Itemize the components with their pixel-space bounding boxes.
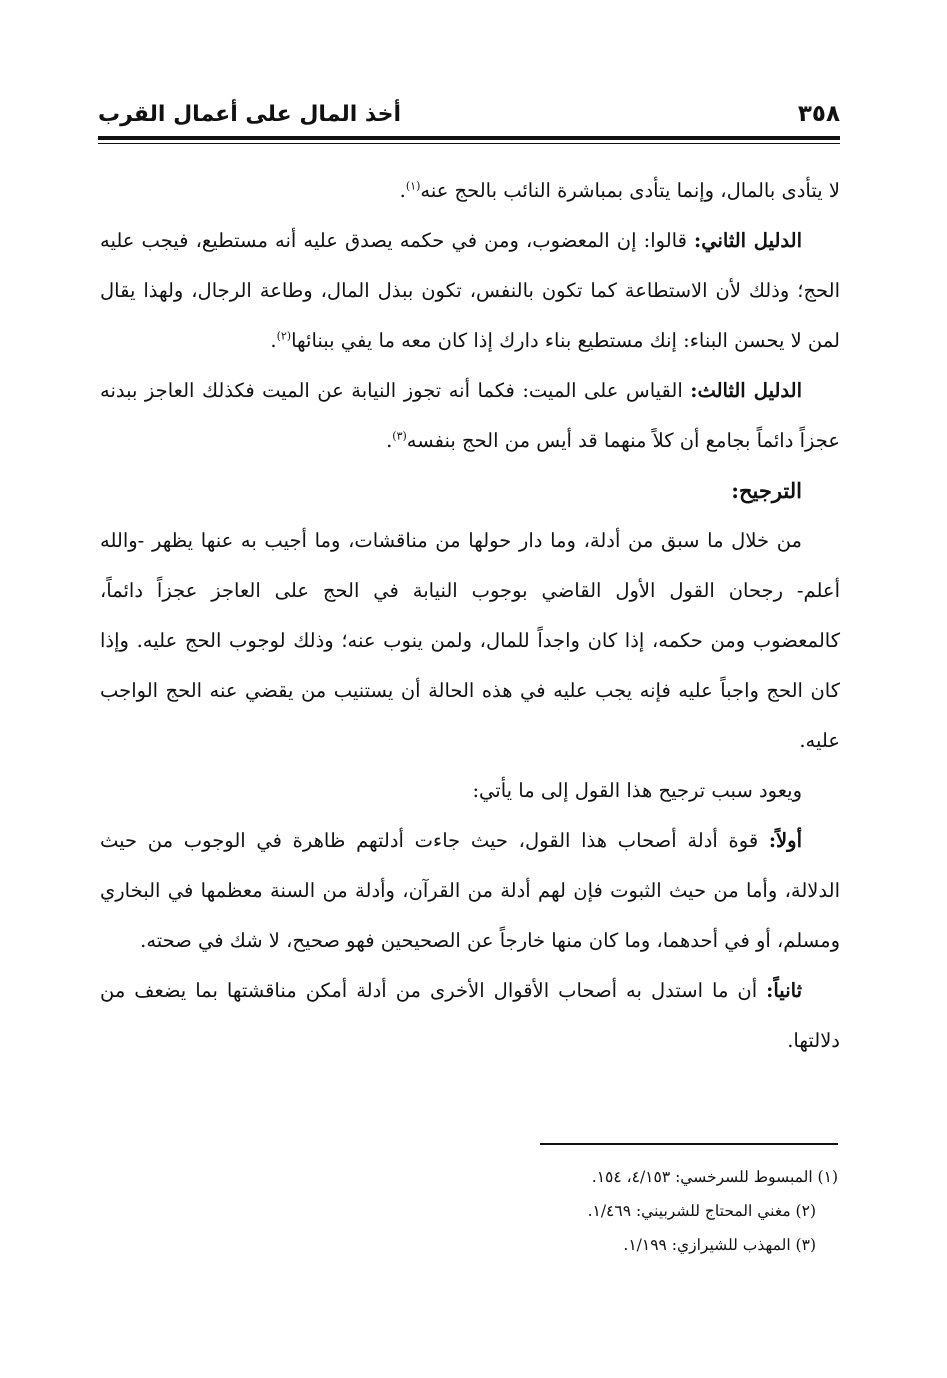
header-rule-thin	[98, 143, 840, 144]
footnote-ref-3: (٣)	[392, 429, 407, 443]
heading-first: أولاً:	[768, 829, 802, 852]
paragraph-second-reason: ثانياً: أن ما استدل به أصحاب الأقوال الأخرى من أدلة أمكن مناقشتها بما يضعف من دلالتها.	[100, 979, 840, 1052]
footnote-ref-2: (٢)	[276, 329, 292, 343]
main-text	[100, 166, 840, 1066]
header-rule-thick	[98, 136, 840, 140]
running-title: أخذ المال على أعمال القرب	[98, 101, 402, 127]
paragraph-tarjih: من خلال ما سبق من أدلة، وما دار حولها من مناقشات، وما أجيب به عنها يظهر -والله أعلم- رجحان القول الأول القاضي بوجوب النيابة في الحج على العاجز عجزاً دائماً، كالمعضوب ومن حكمه، إذا كان واجداً للمال، ولمن ينوب عنه؛ وذلك لوجوب الحج عليه. وإذا كان الحج واجباً عليه فإنه يجب عليه في هذه الحالة أن يستنيب من يقضي عنه الحج الواجب عليه.	[100, 529, 840, 752]
paragraph-reasons-intro: ويعود سبب ترجيح هذا القول إلى ما يأتي:	[472, 779, 802, 802]
footnote-3: (٣) المهذب للشيرازي: ١/١٩٩.	[623, 1236, 816, 1254]
paragraph-third-evidence: الدليل الثالث: القياس على الميت: فكما أنه تجوز النيابة عن الميت فكذلك العاجز ببدنه عجزاً دائماً بجامع أن كلاً منهما قد أيس من الحج بنفسه$^{(٣)}$.	[100, 379, 840, 452]
page-number: ٣٥٨	[797, 101, 840, 127]
paragraph-second-evidence: الدليل الثاني: قالوا: إن المعضوب، ومن في حكمه يصدق عليه أنه مستطيع، فيجب عليه الحج؛ وذلك لأن الاستطاعة كما تكون بالنفس، تكون ببذل المال، وطاعة الرجال، ولهذا يقال لمن لا يحسن البناء: إنك مستطيع بناء دارك إذا كان معه ما يفي ببنائها$^{(٢)}$.	[100, 229, 840, 352]
page-header	[98, 96, 840, 132]
heading-second: ثانياً:	[766, 979, 802, 1002]
section-heading-tarjih: الترجيح:	[731, 478, 802, 503]
footnotes	[100, 1160, 838, 1262]
heading-second-evidence: الدليل الثاني:	[694, 229, 802, 252]
footnote-separator	[540, 1143, 838, 1145]
footnote-1: (١) المبسوط للسرخسي: ٤/١٥٣، ١٥٤.	[591, 1168, 838, 1186]
footnote-ref-1: (١)	[405, 179, 421, 193]
heading-third-evidence: الدليل الثالث:	[690, 379, 802, 402]
paragraph-first-reason: أولاً: قوة أدلة أصحاب هذا القول، حيث جاءت أدلتهم ظاهرة في الوجوب من حيث الدلالة، وأما من حيث الثبوت فإن لهم أدلة من القرآن، وأدلة من السنة معظمها في البخاري ومسلم، أو في أحدهما، وما كان منها خارجاً عن الصحيحين فهو صحيح، لا شك في صحته.	[100, 829, 840, 952]
footnote-2: (٢) مغني المحتاج للشربيني: ١/٤٦٩.	[587, 1202, 816, 1220]
paragraph-continuation: لا يتأدى بالمال، وإنما يتأدى بمباشرة النائب بالحج عنه$^{(١)}$.	[399, 179, 840, 202]
